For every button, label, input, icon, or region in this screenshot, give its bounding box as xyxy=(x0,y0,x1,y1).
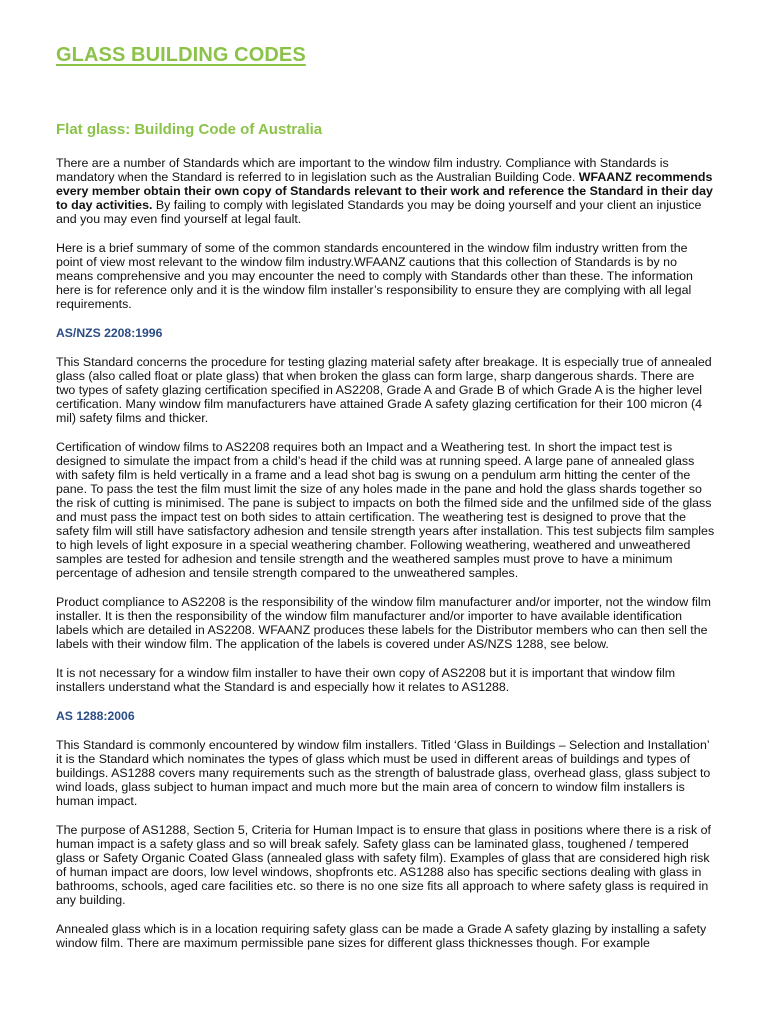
intro-paragraph-1 xyxy=(56,156,716,226)
page-title: GLASS BUILDING CODES xyxy=(56,44,306,66)
as2208-paragraph-1: This Standard concerns the procedure for testing glazing material safety after breakage. It is especially true of annealed glass (also called float or plate glass) that when broken the glass can form large, sharp dangerous shards. There are two types of safety glazing certification specified in AS2208, Grade A and Grade B of which Grade A is the higher level certification. Many window film manufacturers have attained Grade A safety glazing certification for their 100 micron (4 mil) safety films and thicker. xyxy=(56,355,712,425)
as1288-paragraph-2: The purpose of AS1288, Section 5, Criteria for Human Impact is to ensure that glass in positions where there is a risk of human impact is a safety glass and so will break safely. Safety glass can be laminated glass, toughened / tempered glass or Safety Organic Coated Glass (annealed glass with safety film). Examples of glass that are considered high risk of human impact are doors, low level windows, shopfronts etc. AS1288 also has specific sections dealing with glass in bathrooms, schools, aged care facilities etc. so there is no one size fits all approach to where safety glass is required in any building. xyxy=(56,823,711,907)
intro-text-1b: By failing to comply with legislated Standards you may be doing yourself and your client an injustice and you may even find yourself at legal fault. xyxy=(56,198,702,226)
as2208-paragraph-3: Product compliance to AS2208 is the responsibility of the window film manufacturer and/or importer, not the window film installer. It is then the responsibility of the window film manufacturer and/or importer to have available identification labels which are detailed in AS2208. WFAANZ produces these labels for the Distributor members who can then sell the labels with their window film. The application of the labels is covered under AS/NZS 1288, see below. xyxy=(56,595,711,651)
intro-recommendation-bold: WFAANZ recommends every member obtain their own copy of Standards relevant to their work and reference the Standard in their day to day activities. xyxy=(56,170,713,212)
intro-text-1a: There are a number of Standards which are important to the window film industry. Compliance with Standards is mandatory when the Standard is referred to in legislation such as the Australian Building Code. xyxy=(56,156,669,184)
document-body xyxy=(56,156,716,965)
heading-as-1288: AS 1288:2006 xyxy=(56,709,135,723)
as2208-paragraph-2: Certification of window films to AS2208 requires both an Impact and a Weathering test. In short the impact test is designed to simulate the impact from a child’s head if the child was at running speed. A large pane of annealed glass with safety film is held vertically in a frame and a lead shot bag is swung on a pendulum arm hitting the center of the pane. To pass the test the film must limit the size of any holes made in the pane and hold the glass shards together so the risk of cutting is minimised. The pane is subject to impacts on both the filmed side and the unfilmed side of the glass and must pass the impact test on both sides to attain certification. The weathering test is designed to prove that the safety film will still have satisfactory adhesion and tensile strength years after installation. This test subjects film samples to high levels of light exposure in a special weathering chamber. Following weathering, weathered and unweathered samples are tested for adhesion and tensile strength and the weathered samples must prove to have a minimum percentage of adhesion and tensile strength compared to the unweathered samples. xyxy=(56,440,715,580)
intro-paragraph-2: Here is a brief summary of some of the common standards encountered in the window film industry written from the point of view most relevant to the window film industry.WFAANZ cautions that this collection of Standards is by no means comprehensive and you may encounter the need to comply with Standards other than these. The information here is for reference only and it is the window film installer’s responsibility to ensure they are complying with all legal requirements. xyxy=(56,241,693,311)
as1288-paragraph-1: This Standard is commonly encountered by window film installers. Titled ‘Glass in Buildings – Selection and Installation’ it is the Standard which nominates the types of glass which must be used in different areas of buildings and types of buildings. AS1288 covers many requirements such as the strength of balustrade glass, overhead glass, glass subject to wind loads, glass subject to human impact and much more but the main area of concern to window film installers is human impact. xyxy=(56,738,711,808)
section-title: Flat glass: Building Code of Australia xyxy=(56,121,323,138)
as1288-paragraph-3: Annealed glass which is in a location requiring safety glass can be made a Grade A safety glazing by installing a safety window film. There are maximum permissible pane sizes for different glass thicknesses though. For example xyxy=(56,922,707,950)
as2208-paragraph-4: It is not necessary for a window film installer to have their own copy of AS2208 but it is important that window film installers understand what the Standard is and especially how it relates to AS1288. xyxy=(56,666,676,694)
heading-as-nzs-2208: AS/NZS 2208:1996 xyxy=(56,326,163,340)
